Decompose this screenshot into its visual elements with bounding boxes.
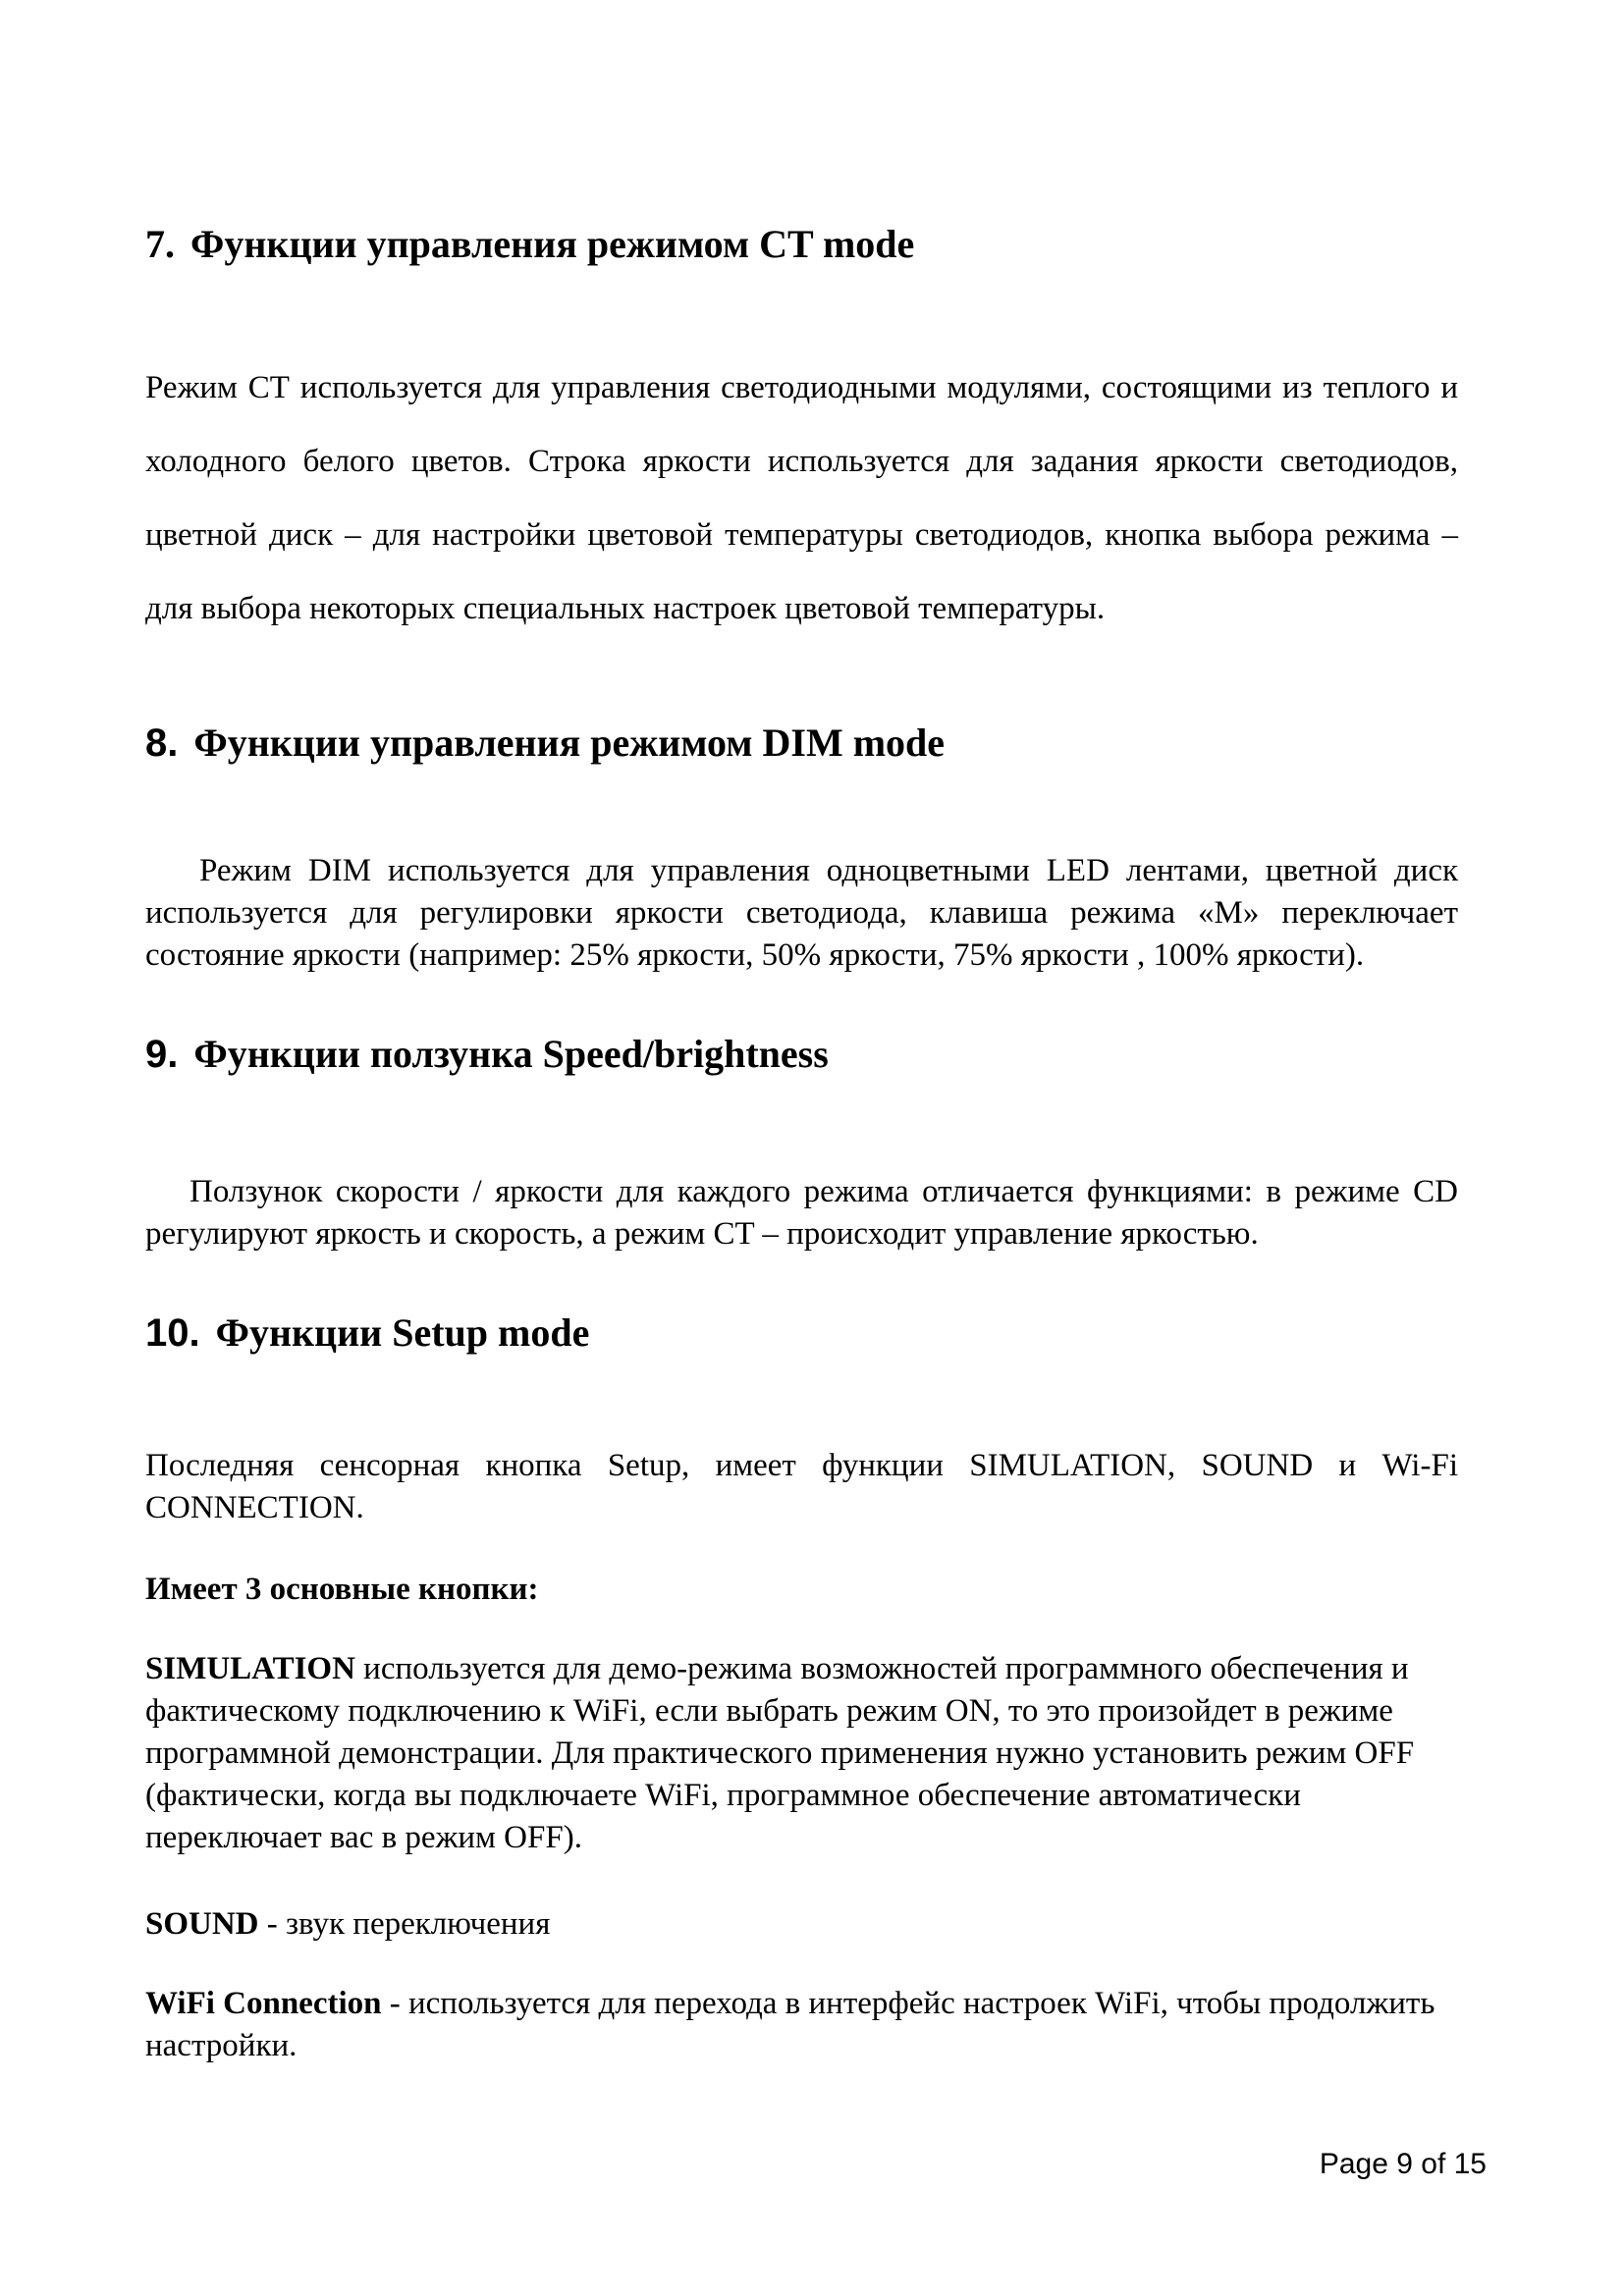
- paragraph-setup-mode: Последняя сенсорная кнопка Setup, имеет функции SIMULATION, SOUND и Wi-Fi CONNECTION.: [145, 1448, 1458, 1525]
- page-number-footer: Page 9 of 15: [1319, 2148, 1487, 2180]
- paragraph-simulation: [145, 1648, 1458, 1859]
- section-heading-9: [145, 1031, 1458, 1078]
- paragraph-ct-mode: Режим СТ используется для управления светодиодными модулями, состоящими из теплого и холодного белого цветов. Строка яркости используется для задания яркости светодиодов, цветной диск – для настройки цветовой температуры светодиодов, кнопка выбора режима – для выбора некоторых специальных настроек цветовой температуры.: [145, 370, 1458, 626]
- section-number-9: 9.: [145, 1033, 179, 1076]
- sound-text: - звук переключения: [258, 1906, 551, 1942]
- section-heading-10: [145, 1309, 1458, 1357]
- paragraph-sound: [145, 1903, 1458, 1946]
- buttons-intro-line: Имеет 3 основные кнопки:: [145, 1572, 539, 1607]
- simulation-term: SIMULATION: [145, 1651, 355, 1686]
- section-heading-7: [145, 221, 1458, 268]
- section-title-9: Функции ползунка Speed/brightness: [193, 1032, 829, 1076]
- section-number-8: 8.: [145, 721, 179, 765]
- section-heading-8: [145, 720, 1458, 767]
- paragraph-wifi-connection: [145, 1983, 1458, 2067]
- simulation-text: используется для демо-режима возможностей программного обеспечения и фактическому подключению к WiFi, если выбрать режим ON, то это произойдет в режиме программной демонстрации. Для практического применения нужно установить режим OFF (фактически, когда вы подключаете WiFi, программное обеспечение автоматически переключает вас в режим OFF).: [145, 1651, 1415, 1855]
- section-title-7: Функции управления режимом CT mode: [190, 222, 915, 266]
- wifi-connection-text: - используется для перехода в интерфейс настроек WiFi, чтобы продолжить настройки.: [145, 1986, 1435, 2063]
- wifi-connection-term: WiFi Connection: [145, 1986, 382, 2021]
- section-title-8: Функции управления режимом DIM mode: [193, 721, 946, 765]
- section-number-10: 10.: [145, 1311, 200, 1355]
- paragraph-dim-mode: Режим DIM используется для управления одноцветными LED лентами, цветной диск используется для регулировки яркости светодиода, клавиша режима «М» переключает состояние яркости (например: 25% яркости, 50% яркости, 75% яркости , 100% яркости).: [145, 853, 1458, 973]
- paragraph-speed-brightness: Ползунок скорости / яркости для каждого режима отличается функциями: в режиме CD регулируют яркость и скорость, а режим CT – происходит управление яркостью.: [145, 1174, 1458, 1252]
- section-title-10: Функции Setup mode: [215, 1310, 590, 1355]
- section-number-7: 7.: [145, 222, 175, 266]
- sound-term: SOUND: [145, 1906, 259, 1942]
